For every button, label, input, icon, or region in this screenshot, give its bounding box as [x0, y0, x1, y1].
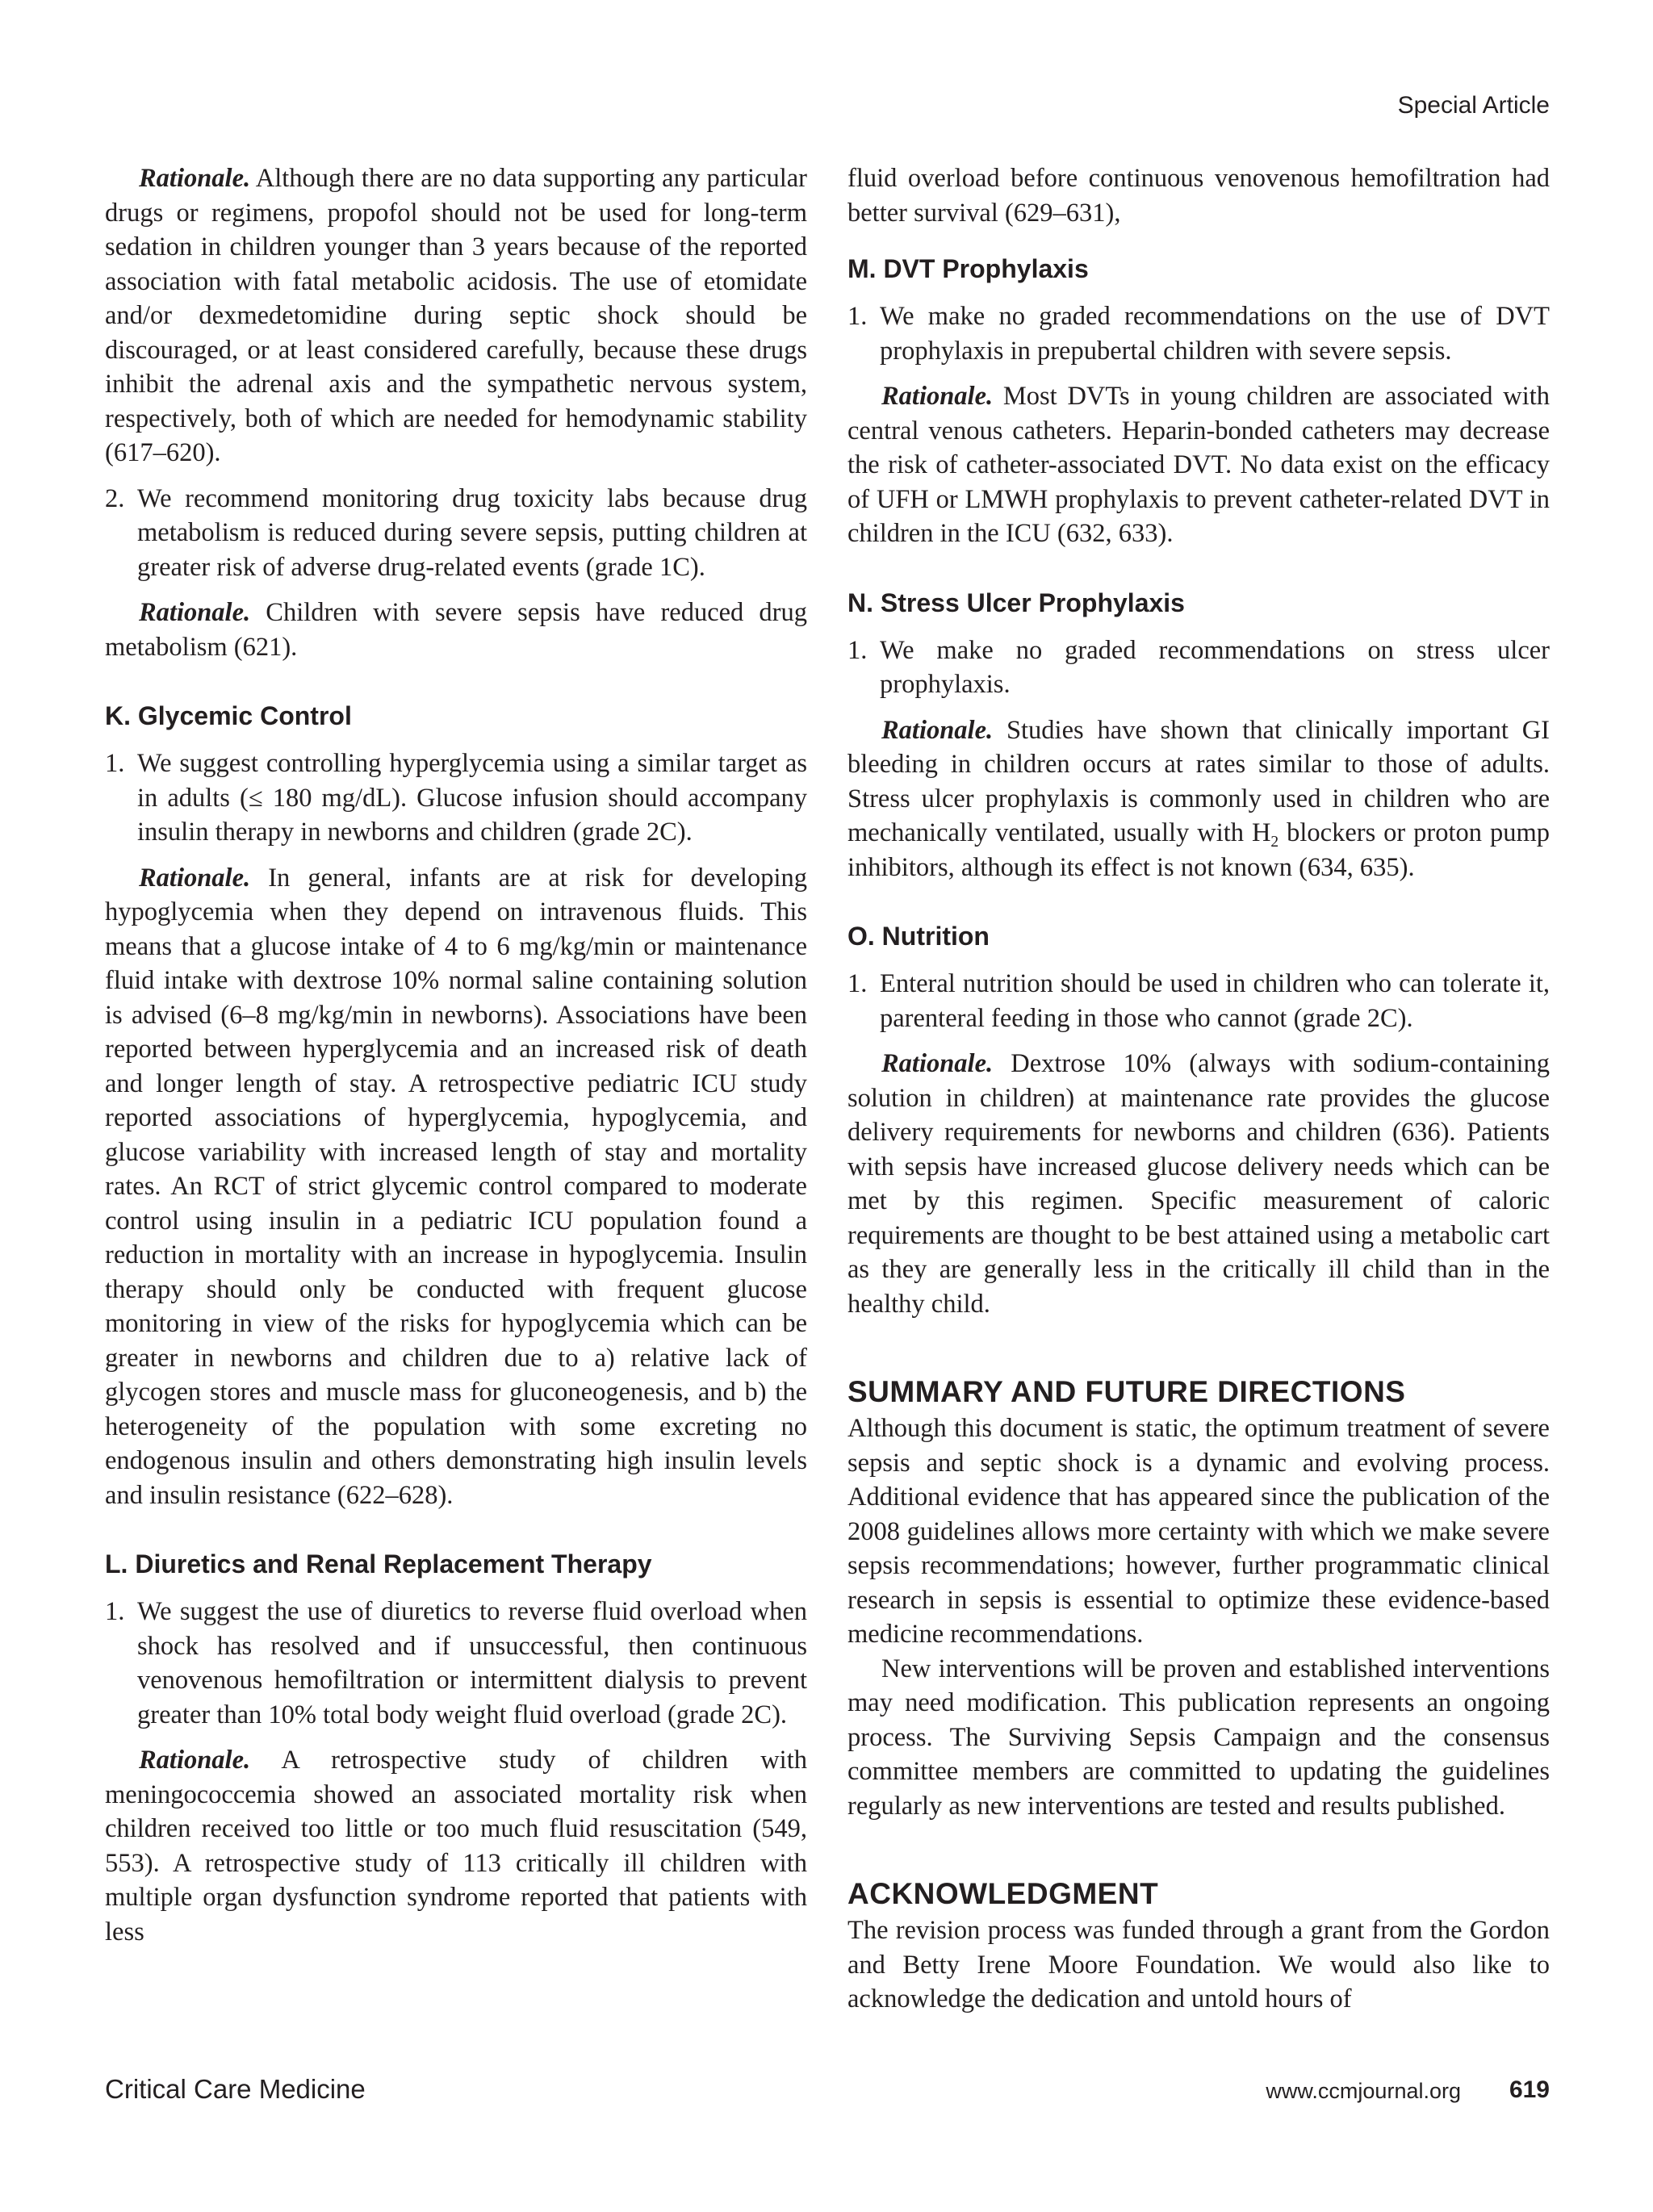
list-item: [847, 967, 1550, 1035]
item-text: Enteral nutrition should be used in children who can tolerate it, parenteral feeding in those who cannot (grade 2C).: [880, 969, 1550, 1033]
paragraph: fluid overload before continuous venovenous hemofiltration had better survival (629–631),: [847, 164, 1550, 228]
paragraph: [105, 161, 807, 470]
paragraph-text: blockers or proton pump inhibitors, although its effect is not known (634, 635).: [847, 818, 1550, 882]
subscript: 2: [1270, 833, 1279, 851]
paragraph-text: Although there are no data supporting any particular drugs or regimens, propofol should not be used for long-term sedation in children younger than 3 years because of the reported association with fatal metabolic acidosis. The use of etomidate and/or dexmedetomidine during septic shock should be discouraged, or at least considered carefully, because these drugs inhibit the adrenal axis and the sympathetic nervous system, respectively, both of which are needed for hemodynamic stability (617–620).: [105, 164, 807, 467]
rationale-label: Rationale.: [881, 715, 994, 745]
subsection-heading-k: K. Glycemic Control: [105, 701, 352, 730]
journal-website: www.ccmjournal.org: [1266, 2079, 1461, 2103]
paragraph-text: Most DVTs in young children are associated with central venous catheters. Heparin-bonded catheters may decrease the risk of catheter-associated DVT. No data exist on the efficacy of UFH or LMWH prophylaxis to prevent catheter-related DVT in children in the ICU (632, 633).: [847, 382, 1550, 548]
item-number: 1.: [105, 749, 125, 778]
left-column: [105, 161, 807, 1960]
running-header: Special Article: [1397, 92, 1550, 119]
subsection-heading-n: N. Stress Ulcer Prophylaxis: [847, 587, 1185, 617]
list-item: [105, 482, 807, 585]
paragraph: [105, 1743, 807, 1949]
paragraph: New interventions will be proven and established interventions may need modification. This publication represents an ongoing process. The Surviving Sepsis Campaign and the consensus committee members are committed to updating the guidelines regularly as new interventions are tested and results published.: [847, 1654, 1550, 1821]
item-number: 1.: [105, 1597, 125, 1626]
rationale-label: Rationale.: [139, 598, 251, 627]
right-column: [847, 161, 1550, 2028]
item-text: We make no graded recommendations on stress ulcer prophylaxis.: [880, 635, 1550, 699]
paragraph: Although this document is static, the optimum treatment of severe sepsis and septic shock is a dynamic and evolving process. Additional evidence that has appeared since the publication of the 2008 guidelines allows more certainty with which we make severe sepsis recommendations; however, further programmatic clinical research in sepsis is essential to optimize these evidence-based medicine recommendations.: [847, 1414, 1550, 1649]
paragraph: [105, 861, 807, 1513]
paragraph: [105, 596, 807, 664]
subsection-heading-m: M. DVT Prophylaxis: [847, 254, 1089, 283]
rationale-label: Rationale.: [139, 1746, 251, 1775]
paragraph-text: A retrospective study of children with meningococcemia showed an associated mortality risk when children received too little or too much fluid resuscitation (549, 553). A retrospective study of 113 critically ill children with multiple organ dysfunction syndrome reported that patients with less: [105, 1746, 807, 1946]
rationale-label: Rationale.: [881, 382, 994, 411]
subsection-heading-o: O. Nutrition: [847, 922, 990, 951]
section-heading-summary: SUMMARY AND FUTURE DIRECTIONS: [847, 1375, 1406, 1408]
item-text: We make no graded recommendations on the use of DVT prophylaxis in prepubertal children with severe sepsis.: [880, 302, 1550, 366]
item-number: 2.: [105, 483, 125, 513]
paragraph: [847, 1047, 1550, 1321]
section-heading-acknowledgment: ACKNOWLEDGMENT: [847, 1877, 1159, 1910]
journal-name: Critical Care Medicine: [105, 2074, 366, 2104]
item-text: We recommend monitoring drug toxicity labs because drug metabolism is reduced during severe sepsis, putting children at greater risk of adverse drug-related events (grade 1C).: [137, 483, 807, 582]
paragraph-text: Studies have shown that clinically important GI bleeding in children occurs at rates similar to those of adults. Stress ulcer prophylaxis is commonly used in children who are mechanically ventilated, usually with H: [847, 715, 1550, 847]
list-item: [847, 633, 1550, 702]
rationale-label: Rationale.: [139, 863, 251, 893]
paragraph: [847, 379, 1550, 551]
list-item: [847, 299, 1550, 368]
item-text: We suggest controlling hyperglycemia using a similar target as in adults (≤ 180 mg/dL). Glucose infusion should accompany insulin therapy in newborns and children (grade 2C).: [137, 749, 807, 847]
paragraph: [847, 713, 1550, 885]
paragraph-text: In general, infants are at risk for developing hypoglycemia when they depend on intravenous fluids. This means that a glucose intake of 4 to 6 mg/kg/min or maintenance fluid intake with dextrose 10% normal saline containing solution is advised (6–8 mg/kg/min in newborns). Associations have been reported between hyperglycemia and an increased risk of death and longer length of stay. A retrospective pediatric ICU study reported associations of hyperglycemia, hypoglycemia, and glucose variability with increased length of stay and mortality rates. An RCT of strict glycemic control compared to moderate control using insulin in a pediatric ICU population found a reduction in mortality with an increase in hypoglycemia. Insulin therapy should only be conducted with frequent glucose monitoring in view of the risks for hypoglycemia which can be greater in newborns and children due to a) relative lack of glycogen stores and muscle mass for gluconeogenesis, and b) the heterogeneity of the population with some excreting no endogenous insulin and others demonstrating high insulin levels and insulin resistance (622–628).: [105, 863, 807, 1510]
subsection-heading-l: L. Diuretics and Renal Replacement Therapy: [105, 1549, 652, 1579]
item-text: We suggest the use of diuretics to reverse fluid overload when shock has resolved and if unsuccessful, then continuous venovenous hemofiltration or intermittent dialysis to prevent greater than 10% total body weight fluid overload (grade 2C).: [137, 1597, 807, 1729]
list-item: [105, 746, 807, 850]
item-number: 1.: [847, 969, 868, 998]
paragraph-text: Children with severe sepsis have reduced drug metabolism (621).: [105, 598, 807, 662]
item-number: 1.: [847, 635, 868, 665]
list-item: [105, 1595, 807, 1732]
rationale-label: Rationale.: [881, 1049, 994, 1078]
paragraph-text: Dextrose 10% (always with sodium-containing solution in children) at maintenance rate provides the glucose delivery requirements for newborns and children (636). Patients with sepsis have increased glucose delivery needs which can be met by this regimen. Specific measurement of caloric requirements are thought to be best attained using a metabolic cart as they are generally less in the critically ill child than in the healthy child.: [847, 1049, 1550, 1319]
item-number: 1.: [847, 302, 868, 331]
paragraph: The revision process was funded through a grant from the Gordon and Betty Irene Moore Foundation. We would also like to acknowledge the dedication and untold hours of: [847, 1916, 1550, 2013]
page-number: 619: [1509, 2076, 1550, 2103]
rationale-label: Rationale.: [139, 164, 251, 193]
